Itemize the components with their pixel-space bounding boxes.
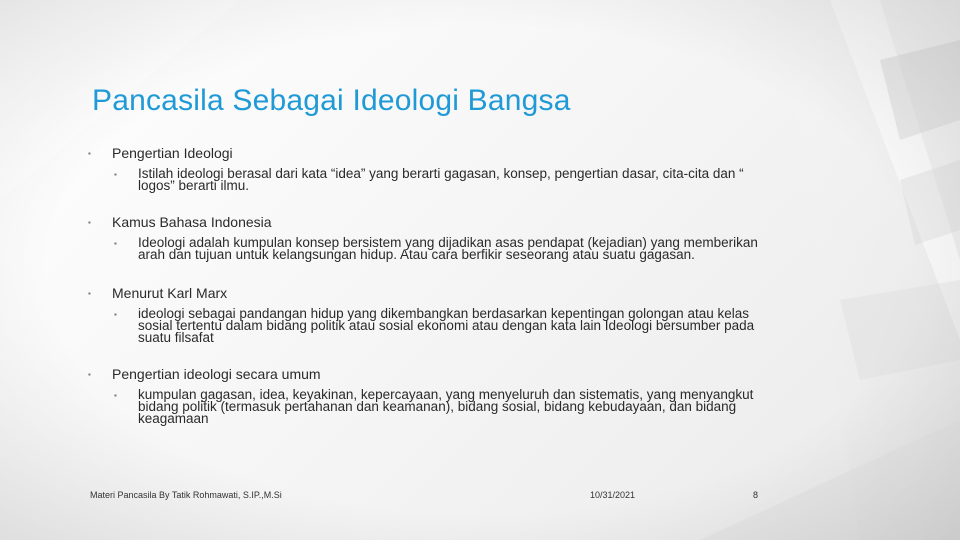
heading-text: Pengertian Ideologi [112, 145, 233, 161]
heading-text: Menurut Karl Marx [112, 285, 228, 301]
bullet-subitem [84, 389, 774, 425]
subitem-text: kumpulan gagasan, idea, keyakinan, kepercayaan, yang menyeluruh dan sistematis, yang menyangkut bidang politik (termasuk pertahanan dan keamanan), bidang sosial, bidang kebudayaan, dan bidang keagamaan [138, 387, 754, 426]
square-bullet-icon: ▪ [114, 391, 117, 400]
footer-date: 10/31/2021 [590, 490, 636, 500]
bullet-heading [84, 366, 774, 383]
bullet-group [84, 214, 774, 261]
bullet-group [84, 285, 774, 344]
square-bullet-icon: ▪ [88, 218, 91, 227]
square-bullet-icon: ▪ [88, 370, 91, 379]
bullet-list [84, 145, 774, 425]
bullet-heading [84, 285, 774, 302]
footer-author: Materi Pancasila By Tatik Rohmawati, S.IP.,M.Si [90, 490, 282, 500]
square-bullet-icon: ▪ [114, 170, 117, 179]
bullet-heading [84, 214, 774, 231]
bullet-subitem [84, 237, 774, 261]
bullet-subitem [84, 168, 774, 192]
bullet-group [84, 145, 774, 192]
heading-text: Pengertian ideologi secara umum [112, 366, 321, 382]
square-bullet-icon: ▪ [88, 149, 91, 158]
bullet-group [84, 366, 774, 425]
slide-title: Pancasila Sebagai Ideologi Bangsa [92, 84, 571, 117]
bullet-heading [84, 145, 774, 162]
subitem-text: Istilah ideologi berasal dari kata “idea” yang berarti gagasan, konsep, pengertian dasar, cita-cita dan “ logos” berarti ilmu. [138, 166, 744, 193]
subitem-text: ideologi sebagai pandangan hidup yang dikembangkan berdasarkan kepentingan golongan atau kelas sosial tertentu dalam bidang politik atau sosial ekonomi atau dengan kata lain Ideologi bersumber pada suatu filsafat [138, 306, 755, 345]
square-bullet-icon: ▪ [114, 310, 117, 319]
slide-number: 8 [753, 490, 759, 500]
heading-text: Kamus Bahasa Indonesia [112, 214, 272, 230]
square-bullet-icon: ▪ [88, 289, 91, 298]
bullet-subitem [84, 308, 774, 344]
square-bullet-icon: ▪ [114, 239, 117, 248]
subitem-text: Ideologi adalah kumpulan konsep bersistem yang dijadikan asas pendapat (kejadian) yang memberikan arah dan tujuan untuk kelangsungan hidup. Atau cara berfikir seseorang atau suatu gagasan. [138, 235, 758, 262]
